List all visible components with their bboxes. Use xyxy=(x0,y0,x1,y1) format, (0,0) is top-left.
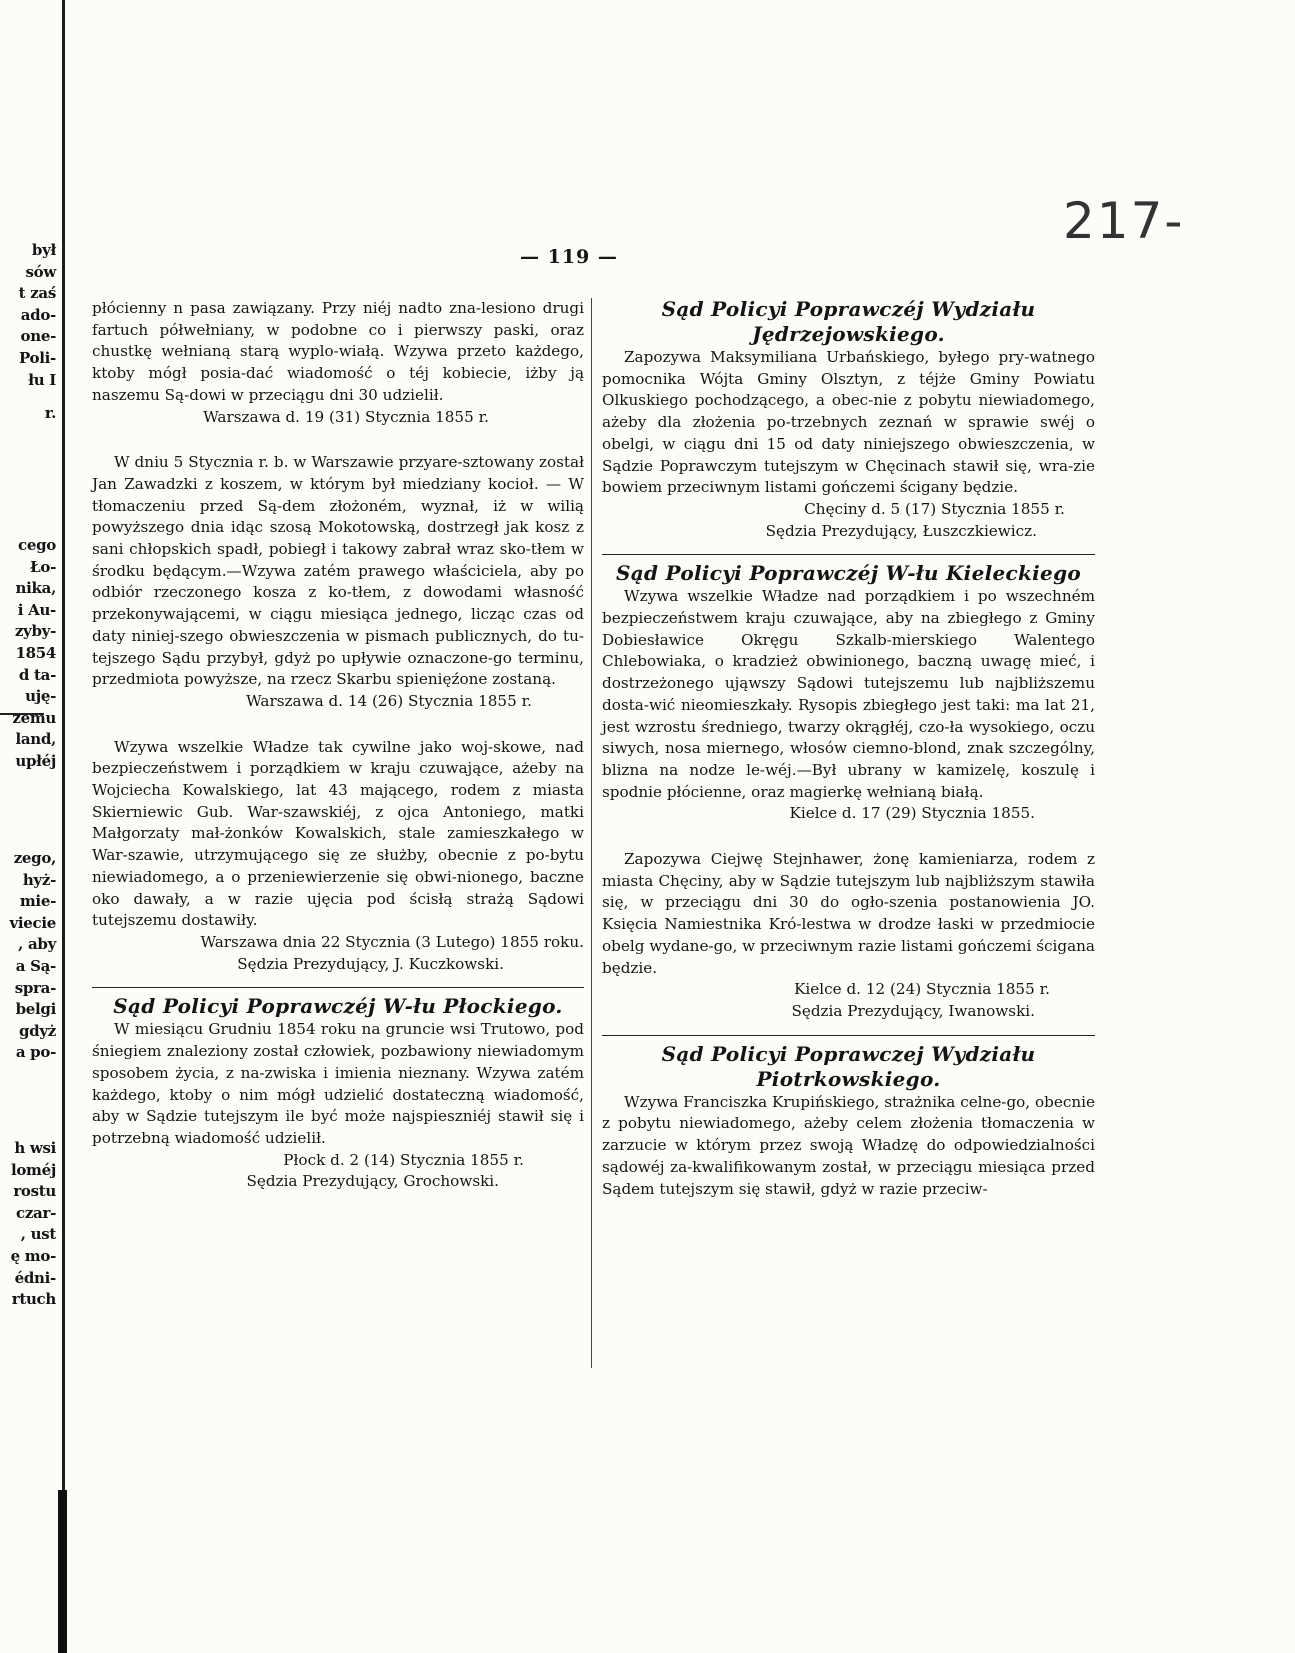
notice-paragraph: Wzywa wszelkie Władze nad porządkiem i po wszechném bezpieczeństwem kraju czuwające, aby na zbiegłego z Gminy Dobiesławice Okręgu Szkalb-mierskiego Walentego Chlebowiaka, o kradzież obwinionego, baczną uwagę mieć, i dostrzeżonego ująwszy Sądowi tutejszemu lub najbliższemu dosta-wić nieomieszkały. Rysopis zbiegłego jest taki: ma lat 21, jest wzrostu średniego, twarzy okrągłéj, czo-ła wysokiego, oczu siwych, nosa miernego, włosów ciemno-blond, znak szczególny, blizna na nodze le-wéj.—Był ubrany w kamizelę, koszulę i spodnie płócienne, oraz magierkę wełnianą białą. xyxy=(602,587,1095,801)
page-gutter-bar xyxy=(58,1490,67,1653)
left-column xyxy=(92,298,584,1193)
fragment-line: nika, xyxy=(15,579,56,598)
fragment-line: upłéj xyxy=(15,751,56,770)
fragment-block-1 xyxy=(0,240,56,425)
section-divider xyxy=(602,1035,1095,1036)
section-heading: Sąd Policyi Poprawczej Wydziału Piotrkowskiego. xyxy=(661,1041,1036,1091)
fragment-line: hyż- xyxy=(22,870,56,889)
notice-signature: Warszawa dnia 22 Stycznia (3 Lutego) 1855 roku. xyxy=(200,932,584,951)
notice-signature: Warszawa d. 19 (31) Stycznia 1855 r. xyxy=(203,407,489,426)
section-divider xyxy=(602,554,1095,555)
fragment-line: , aby xyxy=(18,935,56,954)
notice-paragraph: W dniu 5 Stycznia r. b. w Warszawie przyare-sztowany został Jan Zawadzki z koszem, w którym był miedziany kocioł. — W tłomaczeniu przed Są-dem złożoném, wyznał, iż w wilią powyższego dnia idąc szosą Mokotowską, dostrzegł jak kosz z sani chłopskich spadł, pobiegł i takowy zabrał wraz sko-tłem w środku będącym.—Wzywa zatém prawego właściciela, aby po odbiór rzeczonego kosza z ko-tłem, z dowodami własność przekonywającemi, w ciągu miesiąca jednego, licząc czas od daty niniej-szego obwieszczenia w pismach publicznych, do tu-tejszego Sądu przybył, gdyż po upływie oznaczone-go terminu, przedmiota powyższe, na rzecz Skarbu spienięźone zostaną. xyxy=(92,453,584,689)
notice-signature: Kielce d. 17 (29) Stycznia 1855. xyxy=(789,804,1035,823)
section-heading: Sąd Policyi Poprawczéj Wydziału Jędrzejowskiego. xyxy=(661,297,1036,346)
section-heading: Sąd Policyi Poprawczéj W-łu Płockiego. xyxy=(113,994,563,1019)
notice-signature: Sędzia Prezydujący, Iwanowski. xyxy=(791,1001,1035,1020)
fragment-line: i Au- xyxy=(17,600,56,619)
fragment-block-4 xyxy=(0,1138,56,1311)
fragment-line: cego xyxy=(18,536,56,554)
fragment-line: a Są- xyxy=(15,956,56,975)
fragment-line: był xyxy=(31,241,56,259)
fragment-line: ado- xyxy=(20,305,56,324)
notice-signature: Sędzia Prezydujący, Łuszczkiewicz. xyxy=(765,521,1037,540)
notice-paragraph: W miesiącu Grudniu 1854 roku na gruncie wsi Trutowo, pod śniegiem znaleziony został człowiek, pozbawiony niewiadomym sposobem życia, z na-zwiska i imienia nieznany. Wzywa zatém każdego, ktoby o nim mógł udzielić dostateczną wiadomość, aby w Sądzie tutejszym ile być może najspieszniéj stawił się i potrzebną wiadomość udzielił. xyxy=(92,1020,584,1147)
fragment-line: zego, xyxy=(13,849,56,867)
fragment-line: zyby- xyxy=(14,622,56,641)
fragment-line: łu I xyxy=(28,370,56,389)
fragment-line: sów xyxy=(25,262,56,281)
fragment-line: Ło- xyxy=(30,557,56,576)
fragment-line: a po- xyxy=(15,1043,56,1062)
fragment-line: t zaś xyxy=(18,284,56,303)
notice-signature: Warszawa d. 14 (26) Stycznia 1855 r. xyxy=(246,691,532,710)
notice-paragraph: Zapozywa Ciejwę Stejnhawer, żonę kamieniarza, rodem z miasta Chęciny, aby w Sądzie tutejszym lub najbliższym stawiła się, w przeciągu dni 30 do ogło-szenia postanowienia JO. Księcia Namiestnika Kró-lestwa w drodze łaski w przedmiocie obelg wydane-go, w przeciwnym razie listami gończemi ścigana będzie. xyxy=(602,850,1095,977)
notice-signature: Kielce d. 12 (24) Stycznia 1855 r. xyxy=(794,980,1050,999)
fragment-block-3 xyxy=(0,848,56,1064)
fragment-line: édni- xyxy=(14,1268,56,1287)
fragment-line: 1854 xyxy=(15,643,56,662)
fragment-line: zemu xyxy=(12,708,56,727)
fragment-line: spra- xyxy=(14,978,56,997)
fragment-line: Poli- xyxy=(18,348,56,367)
fragment-line: land, xyxy=(15,730,56,749)
fragment-line: belgi xyxy=(15,1000,56,1019)
notice-paragraph: płócienny n pasa zawiązany. Przy niéj nadto zna-lesiono drugi fartuch półwełniany, w podobne co i pierwszy paski, oraz chustkę wełnianą starą wyplo-wiałą. Wzywa przeto każdego, ktoby mógł posia-dać wiadomość o téj kobiecie, iżby ją naszemu Są-dowi w przeciągu dni 30 udzielił. xyxy=(92,299,584,404)
fragment-line: rostu xyxy=(13,1182,56,1201)
notice-signature: Chęciny d. 5 (17) Stycznia 1855 r. xyxy=(804,499,1065,518)
page-number: — 119 — xyxy=(520,246,618,268)
fragment-line: r. xyxy=(44,404,56,423)
section-divider xyxy=(92,987,584,988)
right-column xyxy=(602,297,1095,1200)
fragment-line: h wsi xyxy=(14,1139,56,1157)
notice-paragraph: Zapozywa Maksymiliana Urbańskiego, byłego pry-watnego pomocnika Wójta Gminy Olsztyn, z téjże Gminy Powiatu Olkuskiego pochodzącego, a obec-nie z pobytu niewiadomego, ażeby dla złożenia po-trzebnych zeznań w sprawie swéj o obelgi, w ciągu dni 15 od daty niniejszego obwieszczenia, w Sądzie Poprawczym tutejszym w Chęcinach stawił się, wra-zie bowiem przeciwnym listami gończemi ścigany będzie. xyxy=(602,348,1095,497)
handwritten-note: 217- xyxy=(1063,192,1185,250)
notice-paragraph: Wzywa Franciszka Krupińskiego, strażnika celne-go, obecnie z pobytu niewiadomego, ażeby celem złożenia tłomaczenia w zarzucie w którym przez swoją Władzę do odpowiedzialności sądowéj za-kwalifikowanym został, w przeciągu miesiąca przed Sądem tutejszym się stawił, gdyż w razie przeciw- xyxy=(602,1092,1095,1198)
notice-signature: Sędzia Prezydujący, J. Kuczkowski. xyxy=(237,954,504,973)
fragment-line: , ust xyxy=(20,1225,56,1244)
fragment-line: uję- xyxy=(25,687,56,706)
fragment-line: gdyż xyxy=(18,1021,56,1040)
fragment-line: d ta- xyxy=(18,665,56,684)
fragment-block-2 xyxy=(0,535,56,773)
fragment-line: rtuch xyxy=(11,1290,56,1309)
column-separator xyxy=(591,298,592,1368)
fragment-line: ę mo- xyxy=(10,1246,56,1265)
fragment-line: loméj xyxy=(10,1160,56,1179)
notice-paragraph: Wzywa wszelkie Władze tak cywilne jako woj-skowe, nad bezpieczeństwem i porządkiem w kraju czuwające, ażeby na Wojciecha Kowalskiego, lat 43 mającego, rodem z miasta Skierniewic Gub. War-szawskiéj, z ojca Antoniego, matki Małgorzaty mał-żonków Kowalskich, stale zamieszkałego w War-szawie, utrzymującego się ze służby, obecnie z po-bytu niewiadomego, a o przeniewierzenie się obwi-nionego, baczne oko dawały, a w razie ujęcia pod ścisłą strażą Sądowi tutejszemu dostawiły. xyxy=(92,737,584,930)
notice-signature: Płock d. 2 (14) Stycznia 1855 r. xyxy=(283,1150,524,1169)
page-gutter-line xyxy=(62,0,65,1653)
fragment-line: czar- xyxy=(16,1203,56,1222)
fragment-line: mie- xyxy=(19,892,56,911)
fragment-line: one- xyxy=(20,327,56,346)
fragment-line: viecie xyxy=(9,913,56,932)
notice-signature: Sędzia Prezydujący, Grochowski. xyxy=(246,1172,499,1191)
section-heading: Sąd Policyi Poprawczéj W-łu Kieleckiego xyxy=(615,561,1082,586)
